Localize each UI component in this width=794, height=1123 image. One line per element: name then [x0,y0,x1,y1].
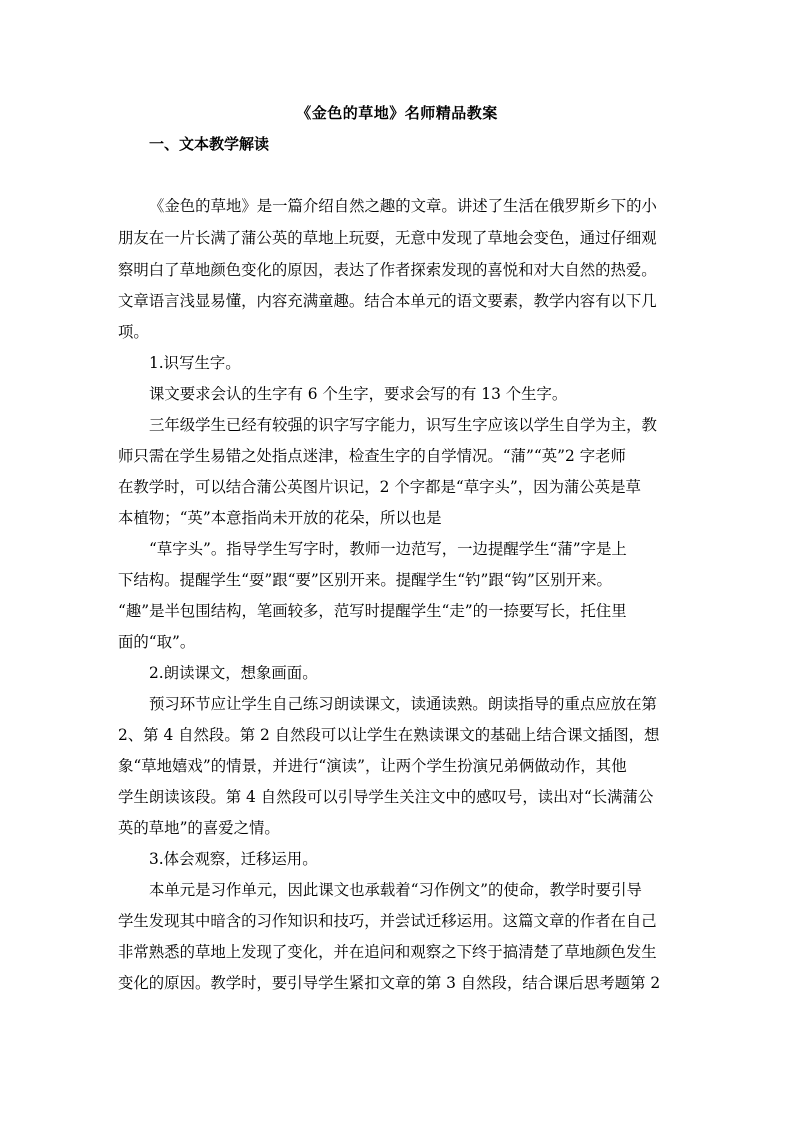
body-line: 非常熟悉的草地上发现了变化，并在追问和观察之下终于搞清楚了草地颜色发生 [118,943,657,961]
body-line: 项。 [118,323,149,341]
body-line: “草字头”。指导学生写字时，教师一边范写，一边提醒学生“蒲”字是上 [149,540,627,558]
body-line: 2、第 4 自然段。第 2 自然段可以让学生在熟读课文的基础上结合课文插图，想 [118,726,660,744]
body-line: 本单元是习作单元，因此课文也承载着“习作例文”的使命，教学时要引导 [149,881,642,899]
body-line: “趣”是半包围结构，笔画较多，范写时提醒学生“走”的一捺要写长，托住里 [118,602,627,620]
body-line: 象“草地嬉戏”的情景，并进行“演读”，让两个学生扮演兄弟俩做动作，其他 [118,757,627,775]
body-line: 变化的原因。教学时，要引导学生紧扣文章的第 3 自然段，结合课后思考题第 2 [118,974,661,992]
body-line: 学生朗读该段。第 4 自然段可以引导学生关注文中的感叹号，读出对“长满蒲公 [118,788,654,806]
body-line: 察明白了草地颜色变化的原因，表达了作者探索发现的喜悦和对大自然的热爱。 [118,261,657,279]
list-heading: 3.体会观察，迁移运用。 [149,850,318,868]
body-line: 下结构。提醒学生“耍”跟“要”区别开来。提醒学生“钓”跟“钩”区别开来。 [118,571,612,589]
body-line: 文章语言浅显易懂，内容充满童趣。结合本单元的语文要素，教学内容有以下几 [118,292,657,310]
document-title: 《金色的草地》名师精品教案 [296,104,498,122]
body-line: 英的草地”的喜爱之情。 [118,819,280,837]
body-line: 朋友在一片长满了蒲公英的草地上玩耍，无意中发现了草地会变色，通过仔细观 [118,229,657,247]
body-line: 预习环节应让学生自己练习朗读课文，读通读熟。朗读指导的重点应放在第 [149,695,657,713]
body-line: 课文要求会认的生字有 6 个生字，要求会写的有 13 个生字。 [149,385,568,403]
list-heading: 1.识写生字。 [149,354,241,372]
body-line: 在教学时，可以结合蒲公英图片识记，2 个字都是“草字头”，因为蒲公英是草 [118,478,641,496]
body-line: 面的“取”。 [118,633,196,651]
body-line: 三年级学生已经有较强的识字写字能力，识写生字应该以学生自学为主，教 [149,416,657,434]
list-heading: 2.朗读课文，想象画面。 [149,664,318,682]
body-line: 学生发现其中暗含的习作知识和技巧，并尝试迁移运用。这篇文章的作者在自己 [118,912,657,930]
body-line: 《金色的草地》是一篇介绍自然之趣的文章。讲述了生活在俄罗斯乡下的小 [149,197,657,215]
body-line: 师只需在学生易错之处指点迷津，检查生字的自学情况。“蒲”“英”2 字老师 [118,447,626,465]
body-line: 本植物；“英”本意指尚未开放的花朵，所以也是 [118,509,442,527]
section-heading: 一、文本教学解读 [149,135,270,153]
